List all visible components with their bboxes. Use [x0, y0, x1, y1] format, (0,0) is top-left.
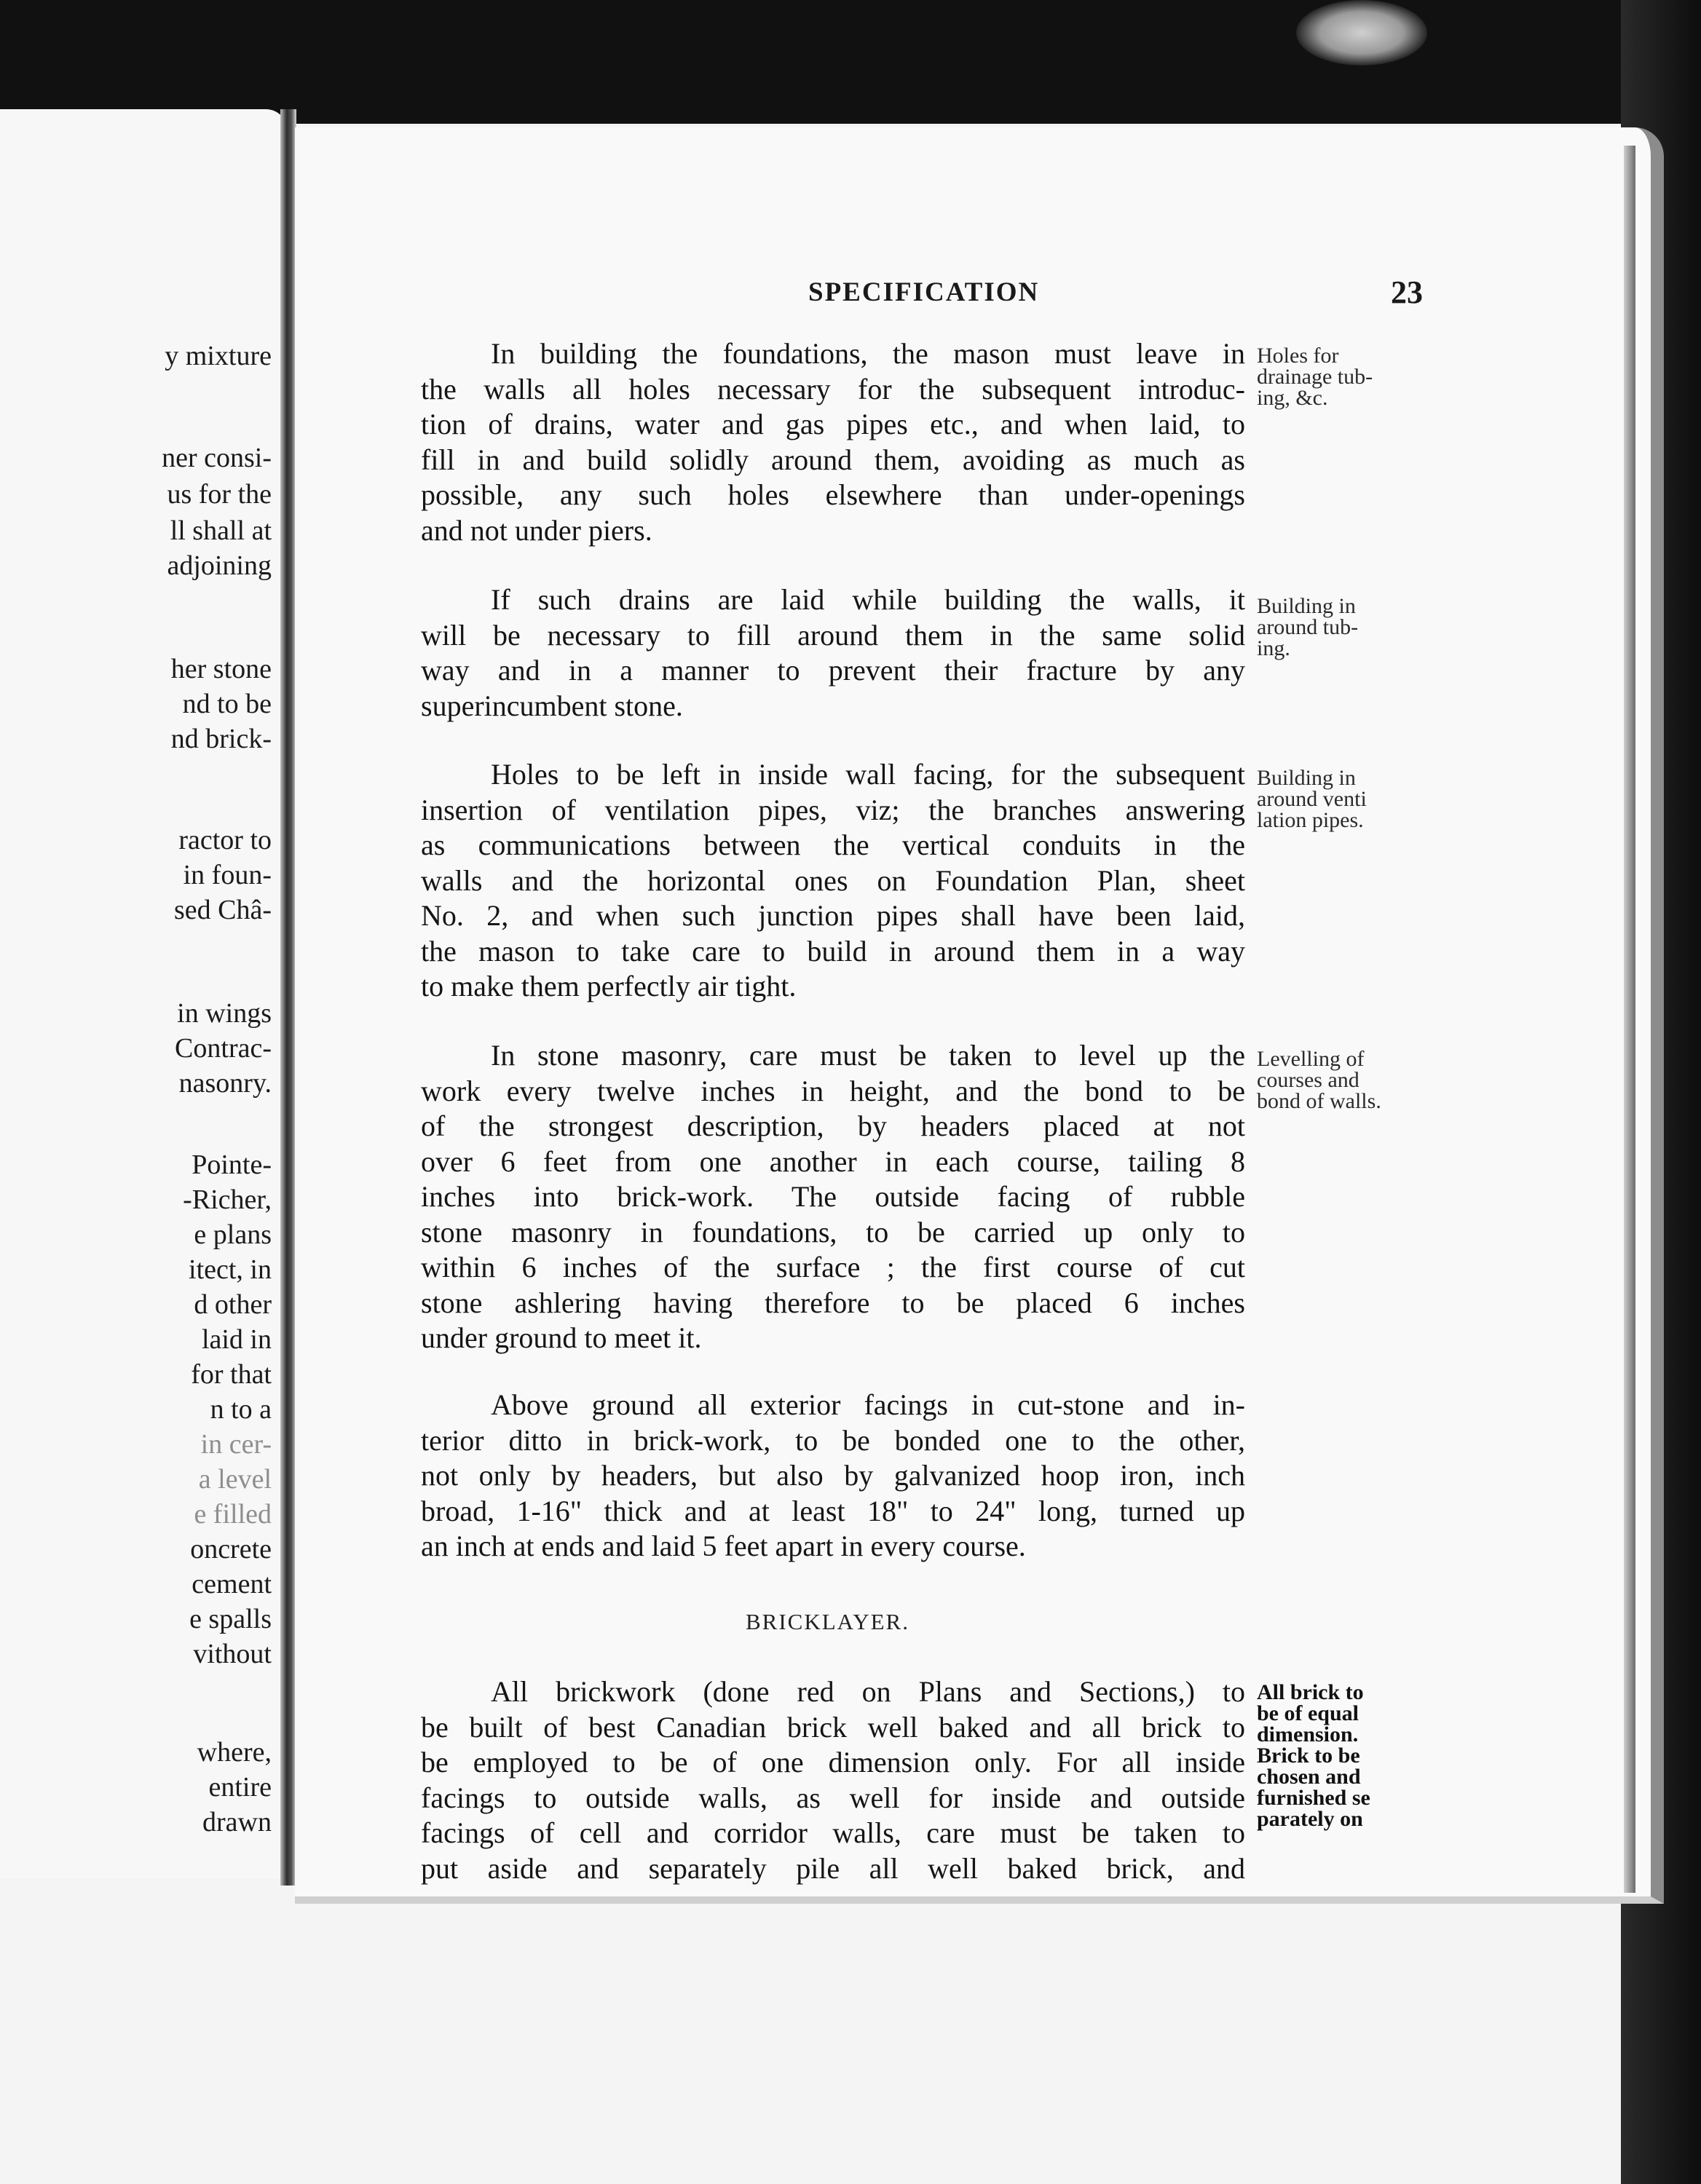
page-number: 23: [1391, 274, 1423, 310]
margin-note-line: ing.: [1257, 636, 1290, 660]
text-line: Above ground all exterior facings in cut-stone and in-: [491, 1388, 1245, 1421]
text-line: insertion of ventilation pipes, viz; the branches answering: [421, 793, 1245, 826]
text-line: fill in and build solidly around them, avoiding as much as: [421, 443, 1245, 476]
text-line: within 6 inches of the surface ; the first course of cut: [421, 1251, 1245, 1283]
text-line: tion of drains, water and gas pipes etc., and when laid, to: [421, 408, 1245, 440]
margin-note-line: Building in: [1257, 766, 1356, 790]
running-head: SPECIFICATION: [808, 277, 1040, 307]
paragraph-drainage: [421, 336, 1245, 548]
left-line: where,: [197, 1737, 272, 1768]
text-line: possible, any such holes elsewhere than under-openings: [421, 478, 1245, 511]
left-line: Contrac-: [175, 1033, 272, 1064]
paragraph-ventilation: [421, 757, 1245, 1005]
left-line: nd to be: [182, 689, 272, 719]
margin-note-line: be of equal: [1257, 1701, 1359, 1725]
margin-note-line: around tub-: [1257, 615, 1359, 639]
margin-note-line: Brick to be: [1257, 1744, 1360, 1768]
text-line: In building the foundations, the mason must leave in: [491, 337, 1245, 370]
text-line: the walls all holes necessary for the subsequent introduc-: [421, 372, 1245, 405]
margin-note-ventilation: [1257, 767, 1439, 831]
left-line: in foun-: [183, 860, 272, 890]
text-line: to make them perfectly air tight.: [421, 970, 797, 1002]
left-line: -Richer,: [183, 1184, 272, 1215]
scan-artifact-blot: [1296, 0, 1427, 66]
text-line: facings to outside walls, as well for inside and outside: [421, 1781, 1245, 1814]
paragraph-drains-laid: [421, 582, 1245, 724]
margin-note-line: chosen and: [1257, 1765, 1361, 1789]
left-line: e filled: [194, 1499, 272, 1530]
left-line: laid in: [201, 1324, 272, 1355]
left-line: ll shall at: [170, 515, 272, 546]
text-line: under ground to meet it.: [421, 1321, 702, 1354]
left-line: d other: [194, 1289, 272, 1320]
text-line: be employed to be of one dimension only. For all inside: [421, 1746, 1245, 1779]
page-edge-shadow: [1624, 146, 1635, 1893]
left-line: e plans: [194, 1219, 272, 1250]
margin-note-line: Building in: [1257, 594, 1356, 618]
left-line: drawn: [202, 1807, 272, 1837]
text-line: facings of cell and corridor walls, care must be taken to: [421, 1816, 1245, 1849]
margin-note-line: dimension.: [1257, 1722, 1359, 1746]
text-line: walls and the horizontal ones on Foundation Plan, sheet: [421, 863, 1245, 897]
text-line: All brickwork (done red on Plans and Sections,) to: [491, 1675, 1245, 1708]
left-line: a level: [198, 1464, 272, 1495]
text-line: the mason to take care to build in around them in a way: [421, 934, 1245, 968]
left-line: n to a: [210, 1394, 272, 1425]
section-heading: BRICKLAYER.: [746, 1609, 909, 1634]
margin-note-line: lation pipes.: [1257, 808, 1364, 832]
margin-note-brick: [1257, 1682, 1439, 1829]
margin-note-line: Holes for: [1257, 344, 1339, 368]
margin-note-line: courses and: [1257, 1068, 1359, 1092]
left-line: e spalls: [189, 1604, 272, 1634]
scanner-background-top: [0, 0, 1701, 124]
margin-note-line: All brick to: [1257, 1680, 1364, 1704]
left-line: nd brick-: [170, 724, 272, 754]
text-line: stone ashlering having therefore to be placed 6 inches: [421, 1286, 1245, 1319]
text-line: as communications between the vertical conduits in the: [421, 828, 1245, 861]
margin-note-line: Levelling of: [1257, 1047, 1365, 1071]
text-line: inches into brick-work. The outside facing of rubble: [421, 1180, 1245, 1213]
text-line: stone masonry in foundations, to be carried up only to: [421, 1215, 1245, 1249]
margin-note-line: furnished se: [1257, 1786, 1370, 1810]
text-line: be built of best Canadian brick well baked and all brick to: [421, 1710, 1245, 1744]
left-line: adjoining: [167, 550, 272, 581]
left-line: vithout: [193, 1639, 272, 1669]
margin-note-line: parately on: [1257, 1807, 1363, 1831]
text-line: over 6 feet from one another in each course, tailing 8: [421, 1144, 1245, 1178]
left-line: in wings: [177, 998, 272, 1029]
left-line: her stone: [170, 654, 272, 684]
text-line: not only by headers, but also by galvanized hoop iron, inch: [421, 1459, 1245, 1492]
book-gutter: [280, 109, 296, 1886]
left-line: entire: [208, 1772, 272, 1803]
text-line: put aside and separately pile all well baked brick, and: [421, 1851, 1245, 1885]
text-line: of the strongest description, by headers placed at not: [421, 1109, 1245, 1142]
text-line: No. 2, and when such junction pipes shall have been laid,: [421, 899, 1245, 932]
text-line: superincumbent stone.: [421, 689, 683, 722]
margin-note-line: around venti: [1257, 787, 1367, 811]
text-line: work every twelve inches in height, and the bond to be: [421, 1074, 1245, 1107]
left-line: for that: [191, 1359, 272, 1390]
text-line: terior ditto in brick-work, to be bonded one to the other,: [421, 1423, 1245, 1457]
left-line: Pointe-: [192, 1150, 272, 1180]
text-line: In stone masonry, care must be taken to level up the: [491, 1039, 1245, 1072]
left-line: nasonry.: [178, 1068, 272, 1099]
margin-note-line: ing, &c.: [1257, 386, 1328, 410]
text-line: way and in a manner to prevent their fracture by any: [421, 654, 1245, 687]
margin-note-tubing: [1257, 596, 1439, 659]
text-line: and not under piers.: [421, 513, 652, 547]
left-line: ractor to: [178, 825, 272, 855]
left-line: itect, in: [189, 1254, 272, 1285]
margin-note-line: bond of walls.: [1257, 1089, 1381, 1113]
margin-note-levelling: [1257, 1048, 1439, 1112]
margin-note-drainage: [1257, 345, 1439, 408]
text-line: an inch at ends and laid 5 feet apart in every course.: [421, 1530, 1026, 1562]
paragraph-stone-masonry: [421, 1038, 1245, 1356]
text-line: If such drains are laid while building the walls, it: [491, 583, 1245, 616]
left-line: us for the: [167, 479, 272, 510]
text-line: broad, 1-16" thick and at least 18" to 24" long, turned up: [421, 1494, 1245, 1527]
text-line: will be necessary to fill around them in the same solid: [421, 618, 1245, 652]
left-line: cement: [192, 1569, 272, 1599]
left-line: ner consi-: [162, 443, 272, 473]
margin-note-line: drainage tub-: [1257, 365, 1373, 389]
text-line: Holes to be left in inside wall facing, for the subsequent: [491, 758, 1245, 791]
left-line: y mixture: [165, 341, 272, 371]
left-line: in cer-: [200, 1429, 272, 1460]
left-line: sed Châ-: [173, 895, 272, 925]
paragraph-above-ground: [421, 1388, 1245, 1564]
left-facing-page: [0, 109, 288, 1878]
left-line: oncrete: [190, 1534, 272, 1564]
paragraph-brickwork: [421, 1674, 1245, 1886]
